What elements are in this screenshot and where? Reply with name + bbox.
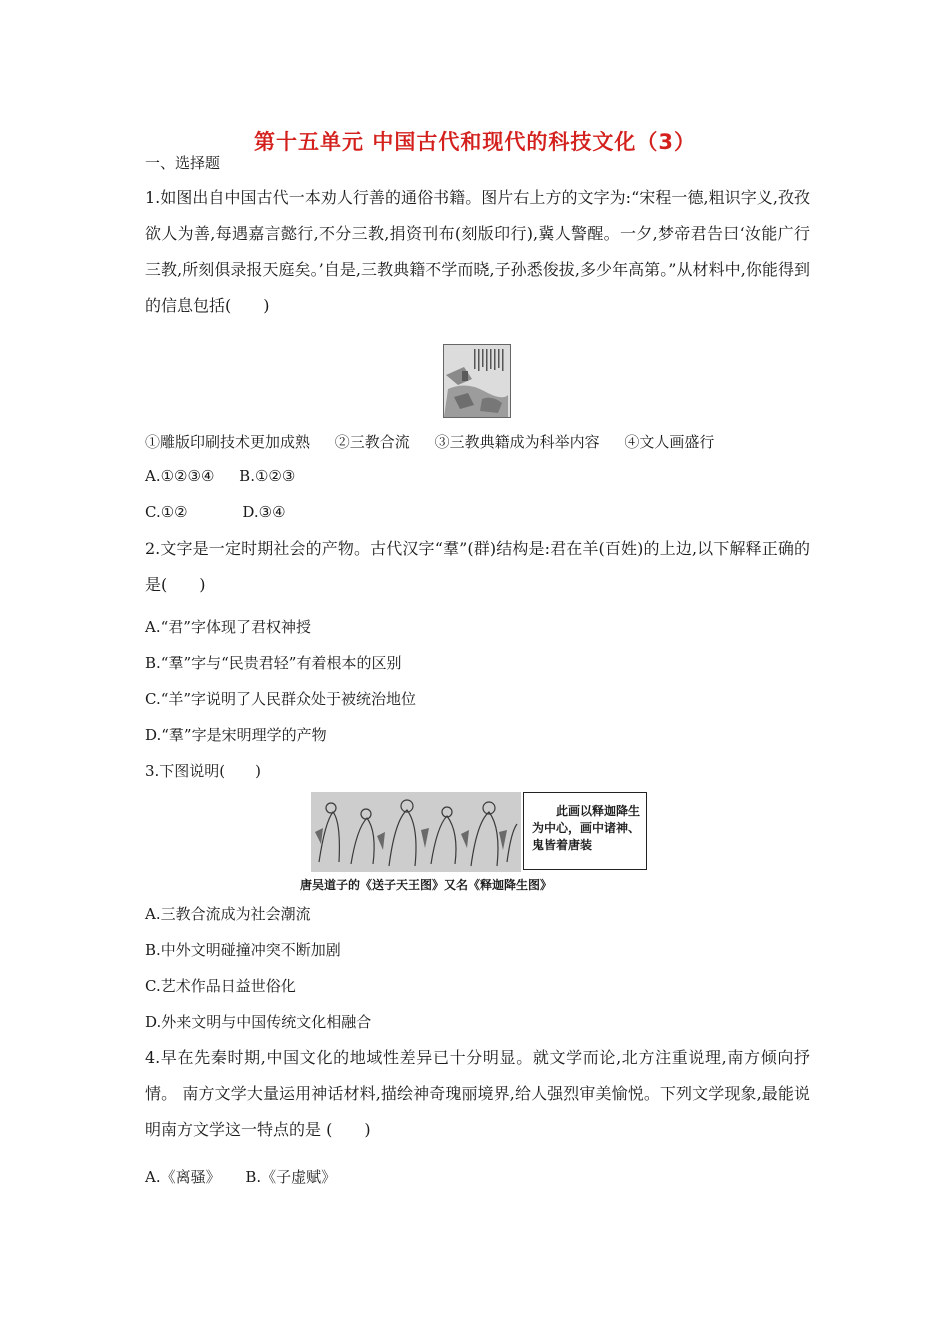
- question-1-figure: [443, 344, 511, 418]
- painting-figures: [311, 792, 521, 872]
- question-1-statements: [145, 431, 714, 452]
- question-1-stem: 1.如图出自中国古代一本劝人行善的通俗书籍。图片右上方的文字为:“宋程一德,粗识字义,孜孜欲人为善,每遇嘉言懿行,不分三教,捐资刊布(刻版印行),冀人警醒。一夕,梦帝君告曰‘汝能广行三教,所刻俱录报天庭矣。’自是,三教典籍不学而晓,子孙悉俊拔,多少年高第。”从材料中,你能得到的信息包括( ): [145, 188, 810, 315]
- question-3-option-a[interactable]: A.三教合流成为社会潮流: [145, 905, 311, 923]
- statement-2: ②三教合流: [334, 433, 410, 451]
- statement-1: ①雕版印刷技术更加成熟: [145, 433, 311, 451]
- option-b[interactable]: B.①②③: [239, 467, 296, 485]
- question-2-option-a[interactable]: A.“君”字体现了君权神授: [145, 618, 311, 636]
- figure-annotation: 此画以释迦降生为中心，画中诸神、鬼皆着唐装: [523, 792, 647, 870]
- question-3-option-b[interactable]: B.中外文明碰撞冲突不断加剧: [145, 941, 341, 959]
- option-a[interactable]: A.①②③④: [145, 467, 215, 485]
- question-4-stem: 4.早在先秦时期,中国文化的地域性差异已十分明显。就文学而论,北方注重说理,南方倾向抒情。 南方文学大量运用神话材料,描绘神奇瑰丽境界,给人强烈审美愉悦。下列文学现象,最能说明南方文学这一特点的是 ( ): [145, 1048, 810, 1139]
- figure-caption: 唐吴道子的《送子天王图》又名《释迦降生图》: [300, 878, 553, 892]
- question-1-options-row-1: [145, 467, 295, 485]
- question-3-option-d[interactable]: D.外来文明与中国传统文化相融合: [145, 1013, 372, 1031]
- question-3-figure: [311, 792, 649, 872]
- question-4-options: [145, 1166, 336, 1187]
- section-heading: 一、选择题: [145, 154, 221, 172]
- option-a[interactable]: A.《离骚》: [145, 1168, 221, 1186]
- option-b[interactable]: B.《子虚赋》: [245, 1168, 337, 1186]
- question-2-stem: 2.文字是一定时期社会的产物。古代汉字“羣”(群)结构是:君在羊(百姓)的上边,以下解释正确的是( ): [145, 539, 810, 594]
- question-2-option-b[interactable]: B.“羣”字与“民贵君轻”有着根本的区别: [145, 654, 402, 672]
- question-3-option-c[interactable]: C.艺术作品日益世俗化: [145, 977, 296, 995]
- question-3-stem: 3.下图说明( ): [145, 762, 262, 780]
- question-2-option-c[interactable]: C.“羊”字说明了人民群众处于被统治地位: [145, 690, 417, 708]
- option-d[interactable]: D.③④: [242, 503, 286, 521]
- woodblock-print-image: [444, 345, 510, 417]
- question-2-option-d[interactable]: D.“羣”字是宋明理学的产物: [145, 726, 327, 744]
- statement-3: ③三教典籍成为科举内容: [434, 433, 600, 451]
- option-c[interactable]: C.①②: [145, 503, 188, 521]
- statement-4: ④文人画盛行: [624, 433, 715, 451]
- page-title: 第十五单元 中国古代和现代的科技文化（3）: [254, 130, 696, 154]
- painting-image: [311, 792, 521, 872]
- question-1-options-row-2: [145, 503, 286, 521]
